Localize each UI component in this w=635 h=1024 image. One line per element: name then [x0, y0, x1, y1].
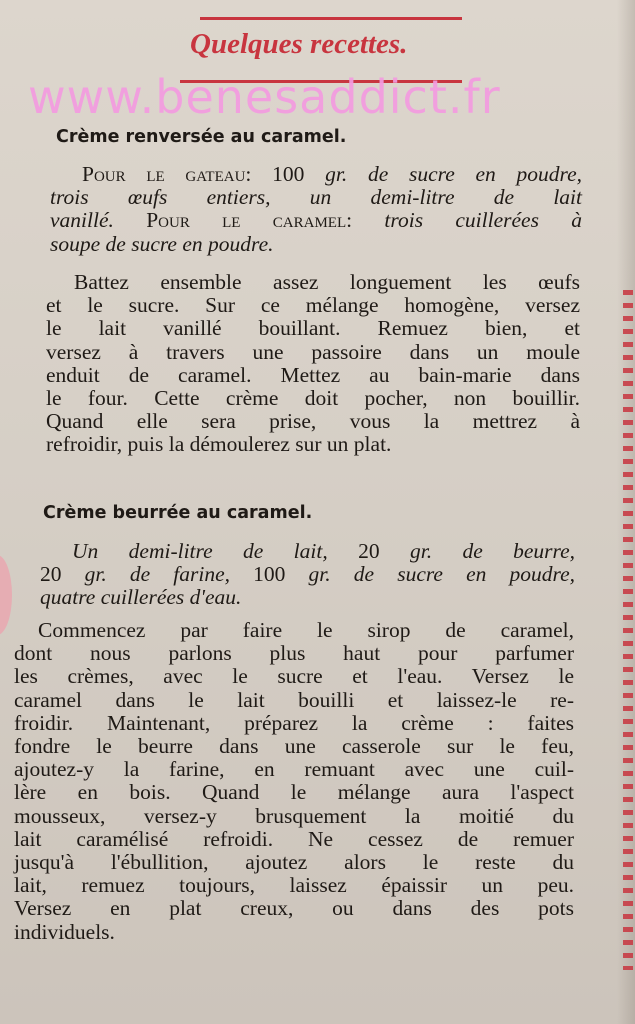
recipe-2-ingredients: [40, 540, 575, 610]
text-run: gr. de sucre en poudre,: [308, 562, 576, 587]
heading-rule-top: [200, 17, 462, 20]
method-line: enduit de caramel. Mettez au bain-marie dans: [46, 362, 580, 387]
ingredients-line: [50, 233, 582, 256]
method-line: Quand elle sera prise, vous la mettrez à: [46, 409, 580, 434]
ingredients-line: [40, 586, 575, 609]
method-line: Versez en plat creux, ou dans des pots: [14, 896, 574, 921]
method-line: les crèmes, avec le sucre et l'eau. Versez le: [14, 664, 574, 689]
recipe-2-method: [14, 619, 574, 944]
text-run: Pour le caramel: [113, 208, 347, 233]
red-edge-stripes: [623, 290, 633, 970]
ingredients-line: [40, 563, 575, 586]
text-run: quatre cuillerées d'eau.: [40, 585, 242, 610]
recipe-1: [56, 127, 581, 147]
method-line: refroidir, puis la démoulerez sur un plat.: [46, 432, 392, 457]
method-line: jusqu'à l'ébullition, ajoutez alors le reste du: [14, 850, 574, 875]
method-paragraph: [14, 619, 574, 944]
method-line: lait caramélisé refroidi. Ne cessez de remuer: [14, 826, 574, 851]
method-line: froidir. Maintenant, préparez la crème : faites: [14, 710, 574, 735]
method-line: mousseux, versez-y brusquement la moitié du: [14, 803, 574, 828]
text-run: :: [346, 208, 385, 233]
method-line: ajoutez-y la farine, en remuant avec une cuil-: [14, 757, 574, 782]
ingredients-line: [50, 186, 582, 209]
watermark: www.benesaddict.fr: [28, 70, 501, 124]
text-run: gr.: [325, 162, 348, 186]
text-run: de sucre en poudre,: [347, 162, 583, 186]
method-line: Commencez par faire le sirop de caramel,: [38, 618, 574, 642]
recipe-1-method: [46, 271, 580, 457]
recipe-2: [43, 503, 568, 523]
text-run: gr. de beurre,: [409, 539, 576, 563]
text-run: gr. de farine,: [84, 562, 231, 587]
recipe-1-ingredients: [50, 163, 582, 256]
pink-edge-mark: [0, 555, 12, 635]
method-line: le lait vanillé bouillant. Remuez bien, et: [46, 316, 580, 341]
method-line: le four. Cette crème doit pocher, non bouillir.: [46, 386, 580, 411]
text-run: vanillé.: [50, 208, 114, 233]
method-line: fondre le beurre dans une casserole sur le feu,: [14, 734, 574, 759]
method-line: versez à travers une passoire dans un moule: [46, 339, 580, 364]
text-run: trois cuillerées à: [384, 208, 582, 233]
text-run: soupe de sucre en poudre.: [50, 231, 274, 256]
text-run: : 100: [245, 162, 326, 186]
text-run: 20: [327, 539, 410, 563]
ingredients-paragraph: [50, 163, 582, 256]
ingredients-line: [50, 163, 582, 186]
method-line: lait, remuez toujours, laissez épaissir un peu.: [14, 873, 574, 898]
ingredients-line: [50, 209, 582, 232]
ingredients-paragraph: [40, 540, 575, 610]
text-run: 100: [230, 562, 309, 587]
text-run: Un demi-litre de lait,: [72, 539, 328, 563]
method-line: individuels.: [14, 919, 115, 944]
method-line: Battez ensemble assez longuement les œufs: [74, 270, 580, 294]
text-run: trois œufs entiers, un demi-litre de lait: [50, 185, 582, 210]
method-line: caramel dans le lait bouilli et laissez-le re-: [14, 687, 574, 712]
recipe-title: Crème renversée au caramel.: [56, 127, 347, 147]
method-line: dont nous parlons plus haut pour parfumer: [14, 641, 574, 666]
page-heading: Quelques recettes.: [190, 28, 408, 60]
ingredients-line: [40, 540, 575, 563]
method-line: lère en bois. Quand le mélange aura l'aspect: [14, 780, 574, 805]
text-run: Pour le gateau: [82, 162, 246, 186]
recipe-title: Crème beurrée au caramel.: [43, 503, 313, 523]
text-run: 20: [40, 562, 85, 587]
method-paragraph: [46, 271, 580, 457]
method-line: et le sucre. Sur ce mélange homogène, versez: [46, 293, 580, 318]
